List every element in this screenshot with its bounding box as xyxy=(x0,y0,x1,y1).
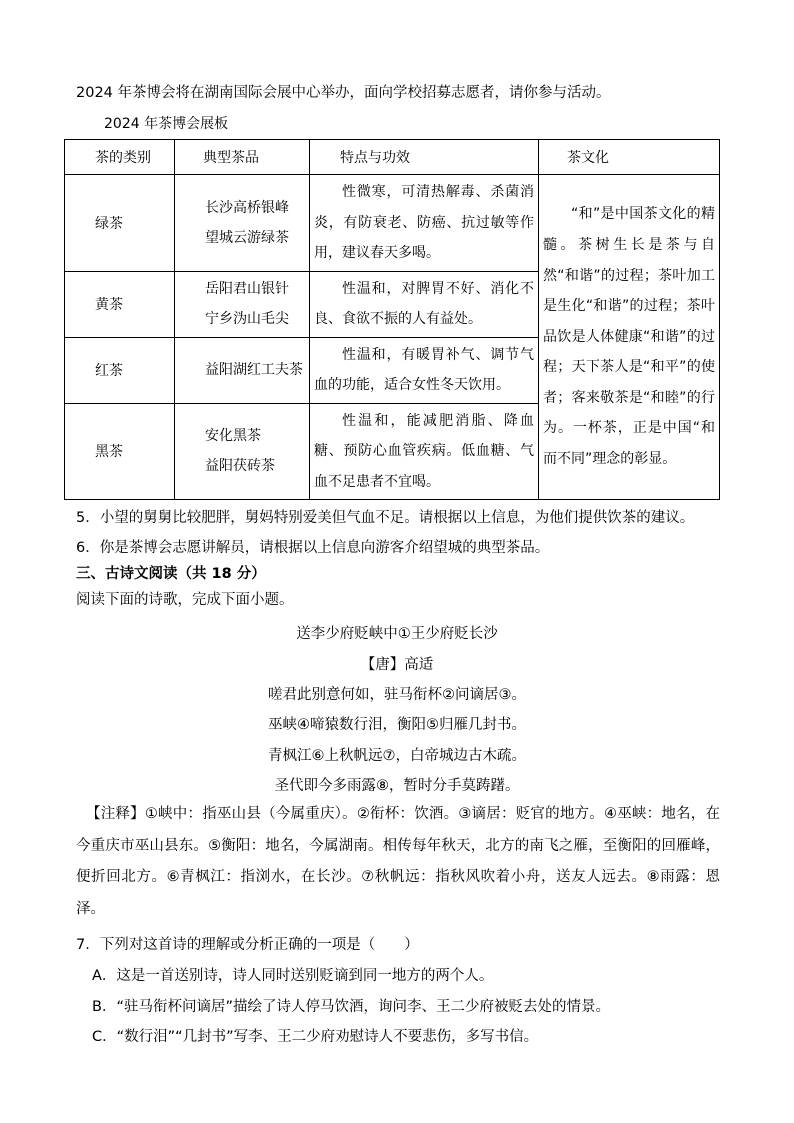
category-cell: 黑茶 xyxy=(65,403,175,500)
question-5: 5．小望的舅舅比较肥胖，舅妈特别爱美但气血不足。请根据以上信息，为他们提供饮茶的建议。 xyxy=(76,510,695,526)
tea-table xyxy=(64,139,720,500)
poem-title: 送李少府贬峡中①王少府贬长沙 xyxy=(296,626,498,642)
poem-line: 青枫江⑥上秋帆远⑦，白帝城边古木疏。 xyxy=(268,748,526,764)
product-cell xyxy=(175,175,310,272)
poem-author: 【唐】高适 xyxy=(360,657,434,673)
question-6: 6．你是茶博会志愿讲解员，请根据以上信息向游客介绍望城的典型茶品。 xyxy=(76,540,550,556)
table-header-row xyxy=(65,140,720,175)
section-heading: 三、古诗文阅读（共 18 分） xyxy=(76,566,266,582)
poem-notes: 【注释】①峡中：指巫山县（今属重庆）。②衔杯：饮酒。③谪居：贬官的地方。④巫峡：地名，在今重庆市巫山县东。⑤衡阳：地名，今属湖南。相传每年秋天，北方的南飞之雁，至衡阳的回雁峰，便折回北方。⑥青枫江：指浏水，在长沙。⑦秋帆远：指秋风吹着小舟，送友人远去。⑧雨露：恩泽。 xyxy=(76,806,720,917)
question-7-stem: 7．下列对这首诗的理解或分析正确的一项是（ ） xyxy=(76,937,419,953)
header-product: 典型茶品 xyxy=(175,140,310,175)
header-category: 茶的类别 xyxy=(65,140,175,175)
feature-cell: 性温和，能减肥消脂、降血糖、预防心血管疾病。低血糖、气血不足患者不宜喝。 xyxy=(310,403,539,500)
category-cell: 黄茶 xyxy=(65,271,175,337)
culture-cell: “和”是中国茶文化的精髓。茶树生长是茶与自然“和谐”的过程；茶叶加工是生化“和谐”的过程；茶叶品饮是人体健康“和谐”的过程；天下茶人是“和平”的使者；客来敬茶是“和睦”的行为。一杯茶，正是中国“和而不同”理念的彰显。 xyxy=(539,175,720,500)
product-cell xyxy=(175,337,310,403)
product-cell xyxy=(175,271,310,337)
table-row xyxy=(65,175,720,272)
intro-text: 2024 年茶博会将在湖南国际会展中心举办，面向学校招募志愿者，请你参与活动。 xyxy=(76,85,611,101)
product-cell xyxy=(175,403,310,500)
table-caption: 2024 年茶博会展板 xyxy=(104,116,229,132)
product-name: 望城云游绿茶 xyxy=(205,229,289,246)
reading-instruction: 阅读下面的诗歌，完成下面小题。 xyxy=(76,592,294,608)
poem-line: 嗟君此别意何如，驻马衔杯②问谪居③。 xyxy=(268,687,526,703)
poem-line: 圣代即今多雨露⑧，暂时分手莫踌躇。 xyxy=(274,778,520,794)
product-name: 岳阳君山银针 xyxy=(205,281,289,297)
header-feature: 特点与功效 xyxy=(310,140,539,175)
category-cell: 红茶 xyxy=(65,337,175,403)
category-cell: 绿茶 xyxy=(65,175,175,272)
product-name: 安化黑茶 xyxy=(205,428,261,445)
option-c: C．“数行泪”“几封书”写李、王二少府劝慰诗人不要悲伤，多写书信。 xyxy=(92,1029,539,1045)
feature-cell: 性温和，有暖胃补气、调节气血的功能，适合女性冬天饮用。 xyxy=(310,337,539,403)
product-name: 益阳湖红工夫茶 xyxy=(205,362,303,378)
option-b: B．“驻马衔杯问谪居”描绘了诗人停马饮酒，询问李、王二少府被贬去处的情景。 xyxy=(92,999,610,1015)
product-name: 宁乡沩山毛尖 xyxy=(205,311,289,327)
poem-line: 巫峡④啼猿数行泪，衡阳⑤归雁几封书。 xyxy=(268,717,526,733)
feature-cell: 性温和，对脾胃不好、消化不良、食欲不振的人有益处。 xyxy=(310,271,539,337)
option-a: A．这是一首送别诗，诗人同时送别贬谪到同一地方的两个人。 xyxy=(92,968,494,984)
product-name: 益阳茯砖茶 xyxy=(205,458,275,475)
product-name: 长沙高桥银峰 xyxy=(205,199,289,216)
header-culture: 茶文化 xyxy=(539,140,720,175)
feature-cell: 性微寒，可清热解毒、杀菌消炎，有防衰老、防癌、抗过敏等作用，建议春天多喝。 xyxy=(310,175,539,272)
